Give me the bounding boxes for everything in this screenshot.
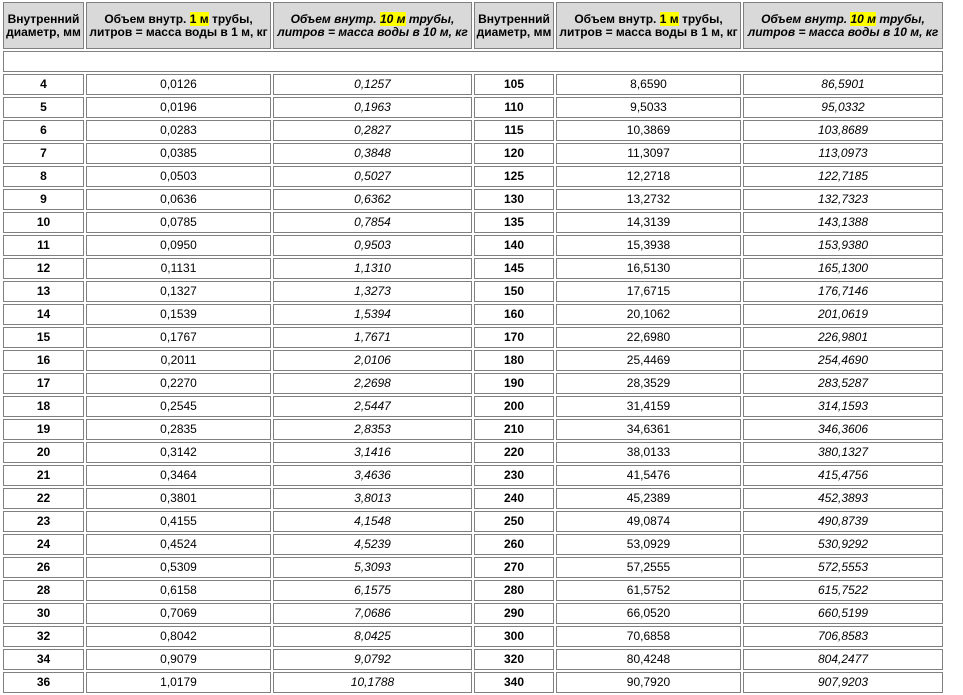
volume-1m-cell: 41,5476 bbox=[556, 465, 741, 486]
volume-1m-cell: 0,3142 bbox=[86, 442, 271, 463]
volume-10m-cell: 452,3893 bbox=[743, 488, 943, 509]
diameter-cell: 24 bbox=[3, 534, 84, 555]
volume-1m-cell: 0,6158 bbox=[86, 580, 271, 601]
volume-10m-cell: 9,0792 bbox=[273, 649, 472, 670]
volume-10m-cell: 804,2477 bbox=[743, 649, 943, 670]
header-volume-1m-text-end: трубы, литров = масса воды в 1 м, кг bbox=[89, 11, 268, 39]
volume-10m-cell: 660,5199 bbox=[743, 603, 943, 624]
volume-10m-cell: 490,8739 bbox=[743, 511, 943, 532]
diameter-cell: 11 bbox=[3, 235, 84, 256]
diameter-cell: 5 bbox=[3, 97, 84, 118]
volume-10m-cell: 3,8013 bbox=[273, 488, 472, 509]
diameter-cell: 18 bbox=[3, 396, 84, 417]
volume-1m-cell: 66,0520 bbox=[556, 603, 741, 624]
diameter-cell: 7 bbox=[3, 143, 84, 164]
volume-10m-cell: 572,5553 bbox=[743, 557, 943, 578]
diameter-cell: 160 bbox=[474, 304, 554, 325]
volume-1m-cell: 0,0950 bbox=[86, 235, 271, 256]
table-row bbox=[3, 488, 943, 509]
volume-10m-cell: 153,9380 bbox=[743, 235, 943, 256]
table-row bbox=[3, 143, 943, 164]
volume-10m-cell: 2,2698 bbox=[273, 373, 472, 394]
diameter-cell: 4 bbox=[3, 74, 84, 95]
diameter-cell: 300 bbox=[474, 626, 554, 647]
volume-10m-cell: 2,0106 bbox=[273, 350, 472, 371]
volume-10m-cell: 10,1788 bbox=[273, 672, 472, 693]
volume-1m-cell: 0,0503 bbox=[86, 166, 271, 187]
separator-cell bbox=[3, 51, 943, 72]
diameter-cell: 280 bbox=[474, 580, 554, 601]
volume-10m-cell: 6,1575 bbox=[273, 580, 472, 601]
volume-10m-cell: 95,0332 bbox=[743, 97, 943, 118]
volume-1m-cell: 0,2011 bbox=[86, 350, 271, 371]
volume-1m-cell: 0,3464 bbox=[86, 465, 271, 486]
volume-1m-cell: 0,1327 bbox=[86, 281, 271, 302]
diameter-cell: 16 bbox=[3, 350, 84, 371]
volume-10m-cell: 4,5239 bbox=[273, 534, 472, 555]
volume-1m-cell: 20,1062 bbox=[556, 304, 741, 325]
volume-1m-cell: 0,1131 bbox=[86, 258, 271, 279]
volume-1m-cell: 90,7920 bbox=[556, 672, 741, 693]
diameter-cell: 32 bbox=[3, 626, 84, 647]
volume-1m-cell: 9,5033 bbox=[556, 97, 741, 118]
volume-10m-cell: 530,9292 bbox=[743, 534, 943, 555]
volume-1m-cell: 12,2718 bbox=[556, 166, 741, 187]
highlight-10m-2: 10 м bbox=[850, 11, 877, 26]
diameter-cell: 13 bbox=[3, 281, 84, 302]
volume-1m-cell: 0,0785 bbox=[86, 212, 271, 233]
diameter-cell: 26 bbox=[3, 557, 84, 578]
volume-1m-cell: 0,5309 bbox=[86, 557, 271, 578]
volume-10m-cell: 122,7185 bbox=[743, 166, 943, 187]
volume-1m-cell: 53,0929 bbox=[556, 534, 741, 555]
header-volume-1m-2 bbox=[556, 2, 741, 49]
header-volume-10m-2 bbox=[743, 2, 943, 49]
volume-10m-cell: 86,5901 bbox=[743, 74, 943, 95]
diameter-cell: 36 bbox=[3, 672, 84, 693]
highlight-1m-2: 1 м bbox=[659, 11, 679, 26]
diameter-cell: 340 bbox=[474, 672, 554, 693]
volume-10m-cell: 8,0425 bbox=[273, 626, 472, 647]
volume-1m-cell: 10,3869 bbox=[556, 120, 741, 141]
volume-10m-cell: 706,8583 bbox=[743, 626, 943, 647]
volume-1m-cell: 14,3139 bbox=[556, 212, 741, 233]
diameter-cell: 130 bbox=[474, 189, 554, 210]
table-row bbox=[3, 603, 943, 624]
volume-1m-cell: 61,5752 bbox=[556, 580, 741, 601]
table-row bbox=[3, 649, 943, 670]
diameter-cell: 34 bbox=[3, 649, 84, 670]
diameter-cell: 170 bbox=[474, 327, 554, 348]
volume-1m-cell: 22,6980 bbox=[556, 327, 741, 348]
table-row bbox=[3, 465, 943, 486]
volume-10m-cell: 226,9801 bbox=[743, 327, 943, 348]
volume-1m-cell: 0,1539 bbox=[86, 304, 271, 325]
header-volume-1m-text-end-2: трубы, литров = масса воды в 1 м, кг bbox=[559, 11, 738, 39]
diameter-cell: 17 bbox=[3, 373, 84, 394]
volume-1m-cell: 0,3801 bbox=[86, 488, 271, 509]
table-row bbox=[3, 74, 943, 95]
table-row bbox=[3, 626, 943, 647]
diameter-cell: 220 bbox=[474, 442, 554, 463]
volume-1m-cell: 0,0636 bbox=[86, 189, 271, 210]
diameter-cell: 9 bbox=[3, 189, 84, 210]
table-body bbox=[3, 74, 943, 693]
table-row bbox=[3, 557, 943, 578]
volume-10m-cell: 0,3848 bbox=[273, 143, 472, 164]
volume-10m-cell: 0,1963 bbox=[273, 97, 472, 118]
volume-10m-cell: 0,5027 bbox=[273, 166, 472, 187]
diameter-cell: 260 bbox=[474, 534, 554, 555]
volume-10m-cell: 0,7854 bbox=[273, 212, 472, 233]
pipe-volume-table bbox=[1, 0, 945, 695]
volume-1m-cell: 45,2389 bbox=[556, 488, 741, 509]
table-row bbox=[3, 166, 943, 187]
volume-1m-cell: 0,0385 bbox=[86, 143, 271, 164]
volume-10m-cell: 176,7146 bbox=[743, 281, 943, 302]
volume-10m-cell: 132,7323 bbox=[743, 189, 943, 210]
table-row bbox=[3, 304, 943, 325]
header-volume-1m bbox=[86, 2, 271, 49]
table-row bbox=[3, 212, 943, 233]
diameter-cell: 290 bbox=[474, 603, 554, 624]
volume-10m-cell: 0,9503 bbox=[273, 235, 472, 256]
table-row bbox=[3, 580, 943, 601]
header-volume-10m-text-end: трубы, литров = масса воды в 10 м, кг bbox=[277, 11, 468, 39]
volume-10m-cell: 1,5394 bbox=[273, 304, 472, 325]
diameter-cell: 12 bbox=[3, 258, 84, 279]
diameter-cell: 19 bbox=[3, 419, 84, 440]
table-row bbox=[3, 327, 943, 348]
diameter-cell: 20 bbox=[3, 442, 84, 463]
volume-1m-cell: 0,1767 bbox=[86, 327, 271, 348]
volume-10m-cell: 1,3273 bbox=[273, 281, 472, 302]
diameter-cell: 15 bbox=[3, 327, 84, 348]
volume-1m-cell: 0,0126 bbox=[86, 74, 271, 95]
table-row bbox=[3, 373, 943, 394]
diameter-cell: 125 bbox=[474, 166, 554, 187]
diameter-cell: 190 bbox=[474, 373, 554, 394]
volume-10m-cell: 7,0686 bbox=[273, 603, 472, 624]
volume-1m-cell: 70,6858 bbox=[556, 626, 741, 647]
diameter-cell: 140 bbox=[474, 235, 554, 256]
table-row bbox=[3, 97, 943, 118]
volume-1m-cell: 0,4155 bbox=[86, 511, 271, 532]
diameter-cell: 145 bbox=[474, 258, 554, 279]
volume-1m-cell: 0,9079 bbox=[86, 649, 271, 670]
volume-10m-cell: 1,7671 bbox=[273, 327, 472, 348]
table-row bbox=[3, 120, 943, 141]
volume-1m-cell: 0,7069 bbox=[86, 603, 271, 624]
highlight-1m: 1 м bbox=[189, 11, 209, 26]
volume-1m-cell: 15,3938 bbox=[556, 235, 741, 256]
table-row bbox=[3, 419, 943, 440]
diameter-cell: 230 bbox=[474, 465, 554, 486]
volume-10m-cell: 4,1548 bbox=[273, 511, 472, 532]
volume-1m-cell: 0,2545 bbox=[86, 396, 271, 417]
table-row bbox=[3, 235, 943, 256]
header-volume-10m bbox=[273, 2, 472, 49]
volume-10m-cell: 415,4756 bbox=[743, 465, 943, 486]
volume-1m-cell: 0,0196 bbox=[86, 97, 271, 118]
header-diameter-label: Внутренний диаметр, мм bbox=[6, 11, 81, 39]
volume-1m-cell: 8,6590 bbox=[556, 74, 741, 95]
diameter-cell: 120 bbox=[474, 143, 554, 164]
diameter-cell: 200 bbox=[474, 396, 554, 417]
highlight-10m: 10 м bbox=[379, 11, 406, 26]
diameter-cell: 21 bbox=[3, 465, 84, 486]
header-diameter-label-2: Внутренний диаметр, мм bbox=[476, 11, 552, 39]
volume-10m-cell: 0,1257 bbox=[273, 74, 472, 95]
diameter-cell: 105 bbox=[474, 74, 554, 95]
table-row bbox=[3, 350, 943, 371]
volume-10m-cell: 1,1310 bbox=[273, 258, 472, 279]
volume-10m-cell: 254,4690 bbox=[743, 350, 943, 371]
volume-10m-cell: 2,8353 bbox=[273, 419, 472, 440]
volume-10m-cell: 113,0973 bbox=[743, 143, 943, 164]
diameter-cell: 6 bbox=[3, 120, 84, 141]
header-volume-10m-text: Объем внутр. bbox=[290, 11, 380, 26]
volume-1m-cell: 17,6715 bbox=[556, 281, 741, 302]
volume-10m-cell: 143,1388 bbox=[743, 212, 943, 233]
volume-10m-cell: 3,1416 bbox=[273, 442, 472, 463]
volume-1m-cell: 0,8042 bbox=[86, 626, 271, 647]
diameter-cell: 23 bbox=[3, 511, 84, 532]
volume-1m-cell: 25,4469 bbox=[556, 350, 741, 371]
volume-1m-cell: 31,4159 bbox=[556, 396, 741, 417]
diameter-cell: 135 bbox=[474, 212, 554, 233]
table-row bbox=[3, 442, 943, 463]
volume-10m-cell: 283,5287 bbox=[743, 373, 943, 394]
volume-1m-cell: 1,0179 bbox=[86, 672, 271, 693]
volume-10m-cell: 201,0619 bbox=[743, 304, 943, 325]
volume-1m-cell: 28,3529 bbox=[556, 373, 741, 394]
volume-1m-cell: 49,0874 bbox=[556, 511, 741, 532]
header-volume-1m-text-2: Объем внутр. bbox=[574, 11, 660, 26]
table-row bbox=[3, 511, 943, 532]
volume-10m-cell: 615,7522 bbox=[743, 580, 943, 601]
diameter-cell: 150 bbox=[474, 281, 554, 302]
volume-10m-cell: 380,1327 bbox=[743, 442, 943, 463]
volume-1m-cell: 80,4248 bbox=[556, 649, 741, 670]
diameter-cell: 110 bbox=[474, 97, 554, 118]
volume-10m-cell: 2,5447 bbox=[273, 396, 472, 417]
header-separator bbox=[3, 51, 943, 72]
volume-10m-cell: 0,6362 bbox=[273, 189, 472, 210]
volume-1m-cell: 0,4524 bbox=[86, 534, 271, 555]
header-row bbox=[3, 2, 943, 49]
table-row bbox=[3, 534, 943, 555]
table-row bbox=[3, 396, 943, 417]
volume-1m-cell: 0,0283 bbox=[86, 120, 271, 141]
volume-1m-cell: 34,6361 bbox=[556, 419, 741, 440]
table-row bbox=[3, 189, 943, 210]
volume-10m-cell: 907,9203 bbox=[743, 672, 943, 693]
header-volume-10m-text-2: Объем внутр. bbox=[761, 11, 851, 26]
diameter-cell: 180 bbox=[474, 350, 554, 371]
volume-1m-cell: 57,2555 bbox=[556, 557, 741, 578]
table-row bbox=[3, 672, 943, 693]
table-row bbox=[3, 258, 943, 279]
diameter-cell: 270 bbox=[474, 557, 554, 578]
header-volume-1m-text: Объем внутр. bbox=[104, 11, 190, 26]
volume-1m-cell: 0,2835 bbox=[86, 419, 271, 440]
diameter-cell: 240 bbox=[474, 488, 554, 509]
volume-1m-cell: 13,2732 bbox=[556, 189, 741, 210]
diameter-cell: 8 bbox=[3, 166, 84, 187]
diameter-cell: 30 bbox=[3, 603, 84, 624]
header-diameter bbox=[3, 2, 84, 49]
header-volume-10m-text-end-2: трубы, литров = масса воды в 10 м, кг bbox=[747, 11, 939, 39]
diameter-cell: 115 bbox=[474, 120, 554, 141]
volume-1m-cell: 38,0133 bbox=[556, 442, 741, 463]
volume-1m-cell: 16,5130 bbox=[556, 258, 741, 279]
volume-10m-cell: 103,8689 bbox=[743, 120, 943, 141]
volume-10m-cell: 0,2827 bbox=[273, 120, 472, 141]
diameter-cell: 320 bbox=[474, 649, 554, 670]
diameter-cell: 250 bbox=[474, 511, 554, 532]
table-row bbox=[3, 281, 943, 302]
volume-10m-cell: 165,1300 bbox=[743, 258, 943, 279]
volume-10m-cell: 314,1593 bbox=[743, 396, 943, 417]
diameter-cell: 28 bbox=[3, 580, 84, 601]
diameter-cell: 22 bbox=[3, 488, 84, 509]
diameter-cell: 210 bbox=[474, 419, 554, 440]
volume-1m-cell: 11,3097 bbox=[556, 143, 741, 164]
header-diameter-2 bbox=[474, 2, 554, 49]
volume-10m-cell: 5,3093 bbox=[273, 557, 472, 578]
volume-10m-cell: 3,4636 bbox=[273, 465, 472, 486]
volume-1m-cell: 0,2270 bbox=[86, 373, 271, 394]
volume-10m-cell: 346,3606 bbox=[743, 419, 943, 440]
diameter-cell: 14 bbox=[3, 304, 84, 325]
diameter-cell: 10 bbox=[3, 212, 84, 233]
